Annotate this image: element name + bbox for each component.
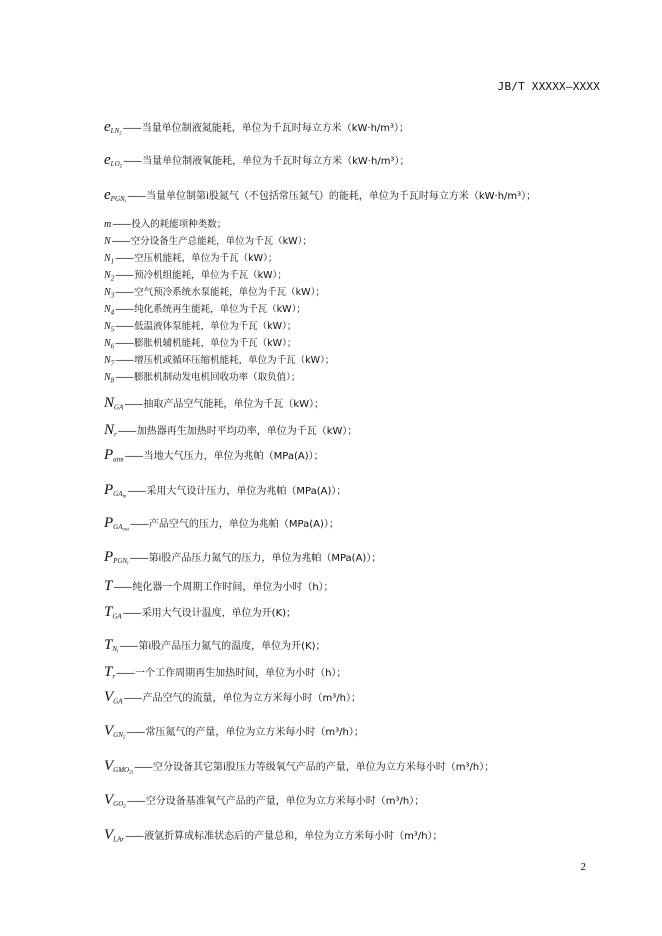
symbol [104,577,112,595]
em-dash-separator: —— [122,608,141,619]
symbol-sub-subscript: i [124,199,127,205]
symbol-subscript-text: GN [113,731,123,740]
symbol-subscript-text: GA [114,403,124,412]
symbol-definition-row [104,663,346,681]
symbol-description: 液氩折算成标准状态后的产量总和，单位为立方米每小时（m³/h）； [144,831,443,842]
symbol-subscript-text: GA [112,612,122,621]
symbol [104,394,123,412]
symbol-description: 当量单位制液氧能耗，单位为千瓦时每立方米（kW·h/m³）； [142,156,410,167]
symbol-letter: V [104,758,114,774]
symbol-description: 抽取产品空气能耗，单位为千瓦（kW）； [143,399,325,410]
symbol-letter: V [104,689,114,705]
symbol-subscript [113,490,126,498]
symbol-sub-subscript: 2 [123,804,126,810]
symbol-subscript-text: atm [113,455,124,464]
symbol-description: 采用大气设计压力，单位为兆帕（MPa(A)）； [146,486,347,497]
symbol-description: 空气预冷系统水泵能耗，单位为千瓦（kW）； [134,287,325,298]
symbol-subscript-text: LN [110,127,120,136]
symbol-letter: N [104,270,111,281]
symbol [104,663,115,681]
symbol-subscript-text: GO [113,800,124,809]
symbol-description: 膨胀机制动发电机回收功率（取负值）； [134,372,301,383]
symbol-letter: e [104,187,111,203]
symbol-letter: V [104,792,114,808]
symbol [104,299,114,317]
symbol-letter: N [104,287,111,298]
em-dash-separator: —— [129,553,148,564]
symbol-description: 产品空气的流量，单位为立方米每小时（m³/h）； [142,693,361,704]
symbol-subscript [113,835,124,843]
symbol-letter: N [104,395,115,411]
em-dash-separator: —— [134,762,153,773]
symbol-sub-subscript: i [117,649,119,655]
symbol [104,118,122,137]
symbol [104,548,129,567]
symbol-description: 空分设备生产总能耗，单位为千瓦（kW）； [130,236,312,247]
symbol-description: 投入的耗能项种类数； [131,219,227,230]
em-dash-separator: —— [115,287,134,298]
symbol-subscript [111,127,122,135]
symbol-sub-subscript: i [127,561,129,567]
em-dash-separator: —— [115,253,134,264]
symbol [104,333,114,351]
em-dash-separator: —— [125,831,144,842]
page-number: 2 [580,861,586,873]
em-dash-separator: —— [127,486,146,497]
symbol-subscript [113,766,133,774]
symbol-description: 纯化器一个周期工作时间，单位为小时（h）； [132,582,334,593]
symbol-subscript-text: PGN [113,557,128,566]
symbol-definition-row [104,757,494,776]
em-dash-separator: —— [123,693,142,704]
symbol-subscript [112,645,118,653]
symbol-sub-subscript: 2 [119,131,122,137]
symbol [104,186,126,205]
symbol-letter: m [104,219,112,230]
symbol-sub-subscript: 2i [129,770,134,776]
symbol-subscript-text: GA [113,490,123,499]
symbol-definition-row [104,481,346,500]
symbol-letter: P [104,447,114,463]
symbol-description: 当量单位制第i股氮气（不包括常压氮气）的能耗，单位为千瓦时每立方米（kW·h/m³）； [146,191,537,202]
symbol-description: 低温液体泵能耗，单位为千瓦（kW）； [134,321,297,332]
em-dash-separator: —— [117,426,136,437]
symbol-subscript-text: GMO [113,766,130,775]
symbol [104,636,118,655]
symbol-definition-row [104,603,296,621]
symbol-description: 空分设备其它第i股压力等级氧气产品的产量，单位为立方米每小时（m³/h）； [153,762,495,773]
symbol-letter: V [104,723,114,739]
em-dash-separator: —— [122,123,141,134]
symbol-description: 常压氮气的产量，单位为立方米每小时（m³/h）； [145,727,364,738]
symbol-subscript [113,557,128,565]
symbol-description: 第i股产品压力氮气的温度，单位为开(K)； [138,641,326,652]
symbol-description: 膨胀机辅机能耗，单位为千瓦（kW）； [134,338,297,349]
symbol [104,151,122,170]
symbol-subscript-text: GA [113,523,123,532]
symbol-subscript [114,403,123,411]
symbol-subscript [113,697,122,705]
document-code: JB/T XXXXX—XXXX [497,80,600,93]
symbol-description: 第i股产品压力氮气的压力，单位为兆帕（MPa(A)）； [148,553,382,564]
symbol-definition-row [104,722,364,741]
symbol [104,446,124,464]
symbol-description: 当量单位制液氮能耗，单位为千瓦时每立方米（kW·h/m³）； [141,123,410,134]
symbol-sub-subscript: in [122,494,127,500]
symbol-subscript [114,430,117,438]
symbol [104,722,125,741]
symbol-definition-row [104,214,226,232]
symbol-subscript-text: LO [110,160,120,169]
symbol-definition-row [104,826,443,844]
em-dash-separator: —— [123,156,142,167]
symbol-subscript-text: GA [113,697,123,706]
symbol-subscript [113,800,126,808]
symbol-description: 一个工作周期再生加热时间，单位为小时（h）； [135,668,347,679]
symbol-definition-row [104,118,409,137]
symbol-letter: T [104,578,113,594]
symbol-subscript-text: PGN [110,195,125,204]
symbol-letter: P [104,482,114,498]
symbol [104,367,114,385]
symbol-subscript-text: N [112,645,118,654]
symbol-description: 预冷机组能耗，单位为千瓦（kW）； [134,270,287,281]
em-dash-separator: —— [126,727,145,738]
symbol-subscript [111,160,122,168]
symbol-description: 当地大气压力，单位为兆帕（MPa(A)）； [143,451,324,462]
symbol [104,350,114,368]
em-dash-separator: —— [111,236,130,247]
symbol-letter: N [104,321,111,332]
symbol-letter: T [104,604,113,620]
em-dash-separator: —— [119,641,138,652]
symbol-subscript-text: 4 [110,308,115,317]
symbol-subscript-text: 6 [110,342,115,351]
symbol-description: 加热器再生加热时平均功率，单位为千瓦（kW）； [136,426,358,437]
symbol-subscript-text: 1 [110,257,115,266]
symbol-letter: N [104,422,115,438]
symbol-sub-subscript: out [122,527,129,533]
symbol-subscript-text: 7 [110,359,115,368]
symbol-definition-row [104,367,300,385]
symbol-subscript-text: r [114,430,117,439]
symbol [104,757,133,776]
symbol-subscript [111,195,126,203]
symbol-letter: N [104,304,111,315]
symbol-definition-row [104,446,324,464]
symbol-letter: N [104,338,111,349]
symbol-subscript-text: LAr [113,835,125,844]
symbol-subscript-text: 3 [110,291,115,300]
symbol-definition-row [104,333,296,351]
symbol-definition-row [104,514,339,533]
symbol-letter: P [104,549,114,565]
symbol-letter: T [104,664,113,680]
symbol-subscript-text: 5 [110,325,115,334]
symbol-letter: N [104,236,111,247]
symbol [104,826,124,844]
symbol-letter: N [104,372,111,383]
symbol-definition-row [104,282,325,300]
symbol-subscript-text: r [112,672,116,681]
em-dash-separator: —— [115,355,134,366]
symbol-definition-row [104,577,334,595]
symbol-definition-row [104,421,357,439]
symbol-subscript [113,731,125,739]
symbol-letter: V [104,827,114,843]
em-dash-separator: —— [115,321,134,332]
symbol-definition-row [104,265,287,283]
symbol [104,791,126,810]
symbol-definition-row [104,231,312,249]
symbol [104,265,114,283]
symbol [104,603,122,621]
em-dash-separator: —— [124,399,143,410]
symbol [104,231,111,249]
symbol-definition-row [104,688,361,706]
symbol-letter: N [104,253,111,264]
em-dash-separator: —— [115,338,134,349]
em-dash-separator: —— [124,451,143,462]
symbol-letter: N [104,355,111,366]
symbol-definition-row [104,151,409,170]
symbol-subscript [112,672,115,680]
symbol-letter: e [104,152,111,168]
em-dash-separator: —— [115,270,134,281]
symbol-definition-row [104,316,296,334]
symbol-description: 增压机或循环压缩机能耗，单位为千瓦（kW）； [134,355,335,366]
symbol-definition-row [104,299,306,317]
symbol [104,282,114,300]
symbol-sub-subscript: 2 [119,164,123,170]
em-dash-separator: —— [115,304,134,315]
em-dash-separator: —— [129,519,148,530]
symbol-letter: T [104,637,113,653]
em-dash-separator: —— [126,796,145,807]
symbol-definition-row [104,248,277,266]
em-dash-separator: —— [127,191,146,202]
symbol [104,421,117,439]
symbol [104,481,126,500]
symbol-definition-row [104,394,324,412]
em-dash-separator: —— [113,582,132,593]
symbol-sub-subscript: 2 [122,735,126,741]
em-dash-separator: —— [116,668,135,679]
symbol [104,248,114,266]
symbol-description: 空分设备基准氧气产品的产量，单位为立方米每小时（m³/h）； [145,796,425,807]
symbol-subscript [111,376,115,384]
symbol-definition-row [104,636,326,655]
symbol-letter: P [104,515,114,531]
symbol-letter: e [104,119,111,135]
symbol-definition-row [104,350,334,368]
symbol [104,316,114,334]
symbol-description: 空压机能耗，单位为千瓦（kW）； [134,253,278,264]
symbol-subscript-text: 2 [110,274,115,283]
symbol-subscript-text: 8 [110,376,115,385]
symbol-description: 产品空气的压力，单位为兆帕（MPa(A)）； [148,519,339,530]
symbol-definition-row [104,548,381,567]
symbol-definition-row [104,791,424,810]
em-dash-separator: —— [112,219,131,230]
symbol [104,688,123,706]
em-dash-separator: —— [115,372,134,383]
symbol-subscript [112,612,121,620]
symbol-subscript [113,523,129,531]
symbol-description: 采用大气设计温度，单位为开(K)； [141,608,297,619]
symbol [104,514,129,533]
symbol-subscript [113,455,124,463]
symbol-description: 纯化系统再生能耗，单位为千瓦（kW）； [134,304,306,315]
symbol-definition-row [104,186,536,205]
symbol [104,214,111,232]
